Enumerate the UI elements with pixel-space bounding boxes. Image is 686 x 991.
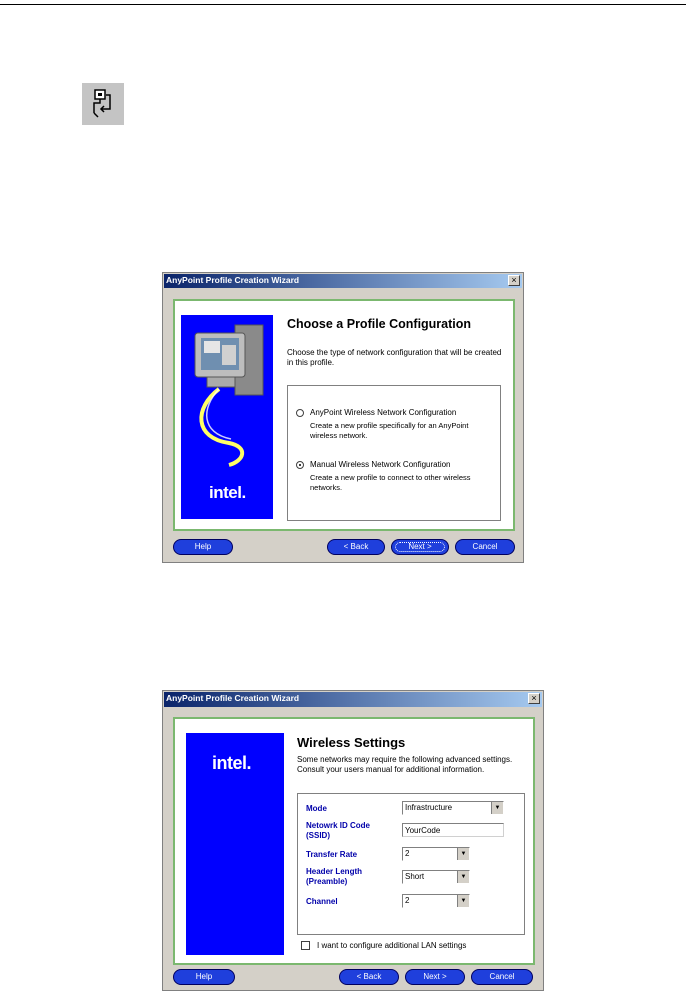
- profile-wizard-dialog-configuration: [162, 272, 524, 563]
- lan-settings-checkbox[interactable]: [301, 941, 310, 950]
- title-bar: [164, 692, 542, 707]
- radio-anypoint[interactable]: [296, 409, 304, 417]
- close-button[interactable]: ×: [528, 693, 540, 704]
- header-length-value: Short: [405, 872, 425, 881]
- page-title: Choose a Profile Configuration: [287, 317, 472, 331]
- mode-value: Infrastructure: [405, 803, 453, 812]
- page-top-rule: [0, 4, 686, 5]
- chevron-down-icon[interactable]: ▼: [457, 871, 469, 883]
- help-button[interactable]: Help: [173, 539, 233, 555]
- title-bar: [164, 274, 522, 288]
- channel-label: Channel: [306, 897, 338, 906]
- chevron-down-icon[interactable]: ▼: [491, 802, 503, 814]
- intel-logo: intel.: [212, 753, 252, 773]
- profile-wizard-dialog-wireless-settings: [162, 690, 544, 991]
- chevron-down-icon[interactable]: ▼: [457, 895, 469, 907]
- help-button[interactable]: Help: [173, 969, 235, 985]
- configuration-options-group: [287, 385, 501, 521]
- page-description: Some networks may require the following advanced settings. Consult your users manual for additional information.: [297, 755, 513, 774]
- network-profile-icon: [82, 83, 124, 125]
- radio-manual[interactable]: [296, 461, 304, 469]
- lan-settings-label: I want to configure additional LAN settings: [317, 941, 467, 950]
- header-length-label: Header Length (Preamble): [306, 867, 363, 886]
- page-description: Choose the type of network configuration that will be created in this profile.: [287, 348, 502, 367]
- cancel-button[interactable]: Cancel: [455, 539, 515, 555]
- ssid-input[interactable]: [402, 823, 504, 837]
- channel-value: 2: [405, 896, 410, 905]
- computer-illustration-icon: [189, 323, 267, 473]
- transfer-rate-value: 2: [405, 849, 410, 858]
- option-anypoint-label: AnyPoint Wireless Network Configuration: [310, 408, 457, 417]
- option-anypoint-description: Create a new profile specifically for an AnyPoint wireless network.: [310, 421, 469, 440]
- chevron-down-icon[interactable]: ▼: [457, 848, 469, 860]
- next-button[interactable]: Next >: [405, 969, 465, 985]
- wizard-content-panel: [173, 299, 515, 531]
- ssid-label: Netowrk ID Code (SSID): [306, 821, 371, 840]
- option-manual-label: Manual Wireless Network Configuration: [310, 460, 451, 469]
- wireless-settings-group: [297, 793, 525, 935]
- back-button[interactable]: < Back: [327, 539, 385, 555]
- wizard-side-banner: [186, 733, 284, 955]
- transfer-rate-select[interactable]: [402, 847, 470, 861]
- mode-select[interactable]: [402, 801, 504, 815]
- wizard-content-panel: [173, 717, 535, 965]
- window-title: AnyPoint Profile Creation Wizard: [166, 693, 300, 703]
- close-button[interactable]: ×: [508, 275, 520, 286]
- header-length-select[interactable]: [402, 870, 470, 884]
- transfer-rate-label: Transfer Rate: [306, 850, 358, 859]
- next-button[interactable]: Next >: [391, 539, 449, 555]
- wizard-side-banner: [181, 315, 273, 519]
- option-manual-description: Create a new profile to connect to other wireless networks.: [310, 473, 471, 492]
- intel-logo: intel.: [209, 483, 246, 502]
- cancel-button[interactable]: Cancel: [471, 969, 533, 985]
- page-title: Wireless Settings: [297, 735, 406, 750]
- window-title: AnyPoint Profile Creation Wizard: [166, 275, 300, 285]
- mode-label: Mode: [306, 804, 327, 813]
- back-button[interactable]: < Back: [339, 969, 399, 985]
- channel-select[interactable]: [402, 894, 470, 908]
